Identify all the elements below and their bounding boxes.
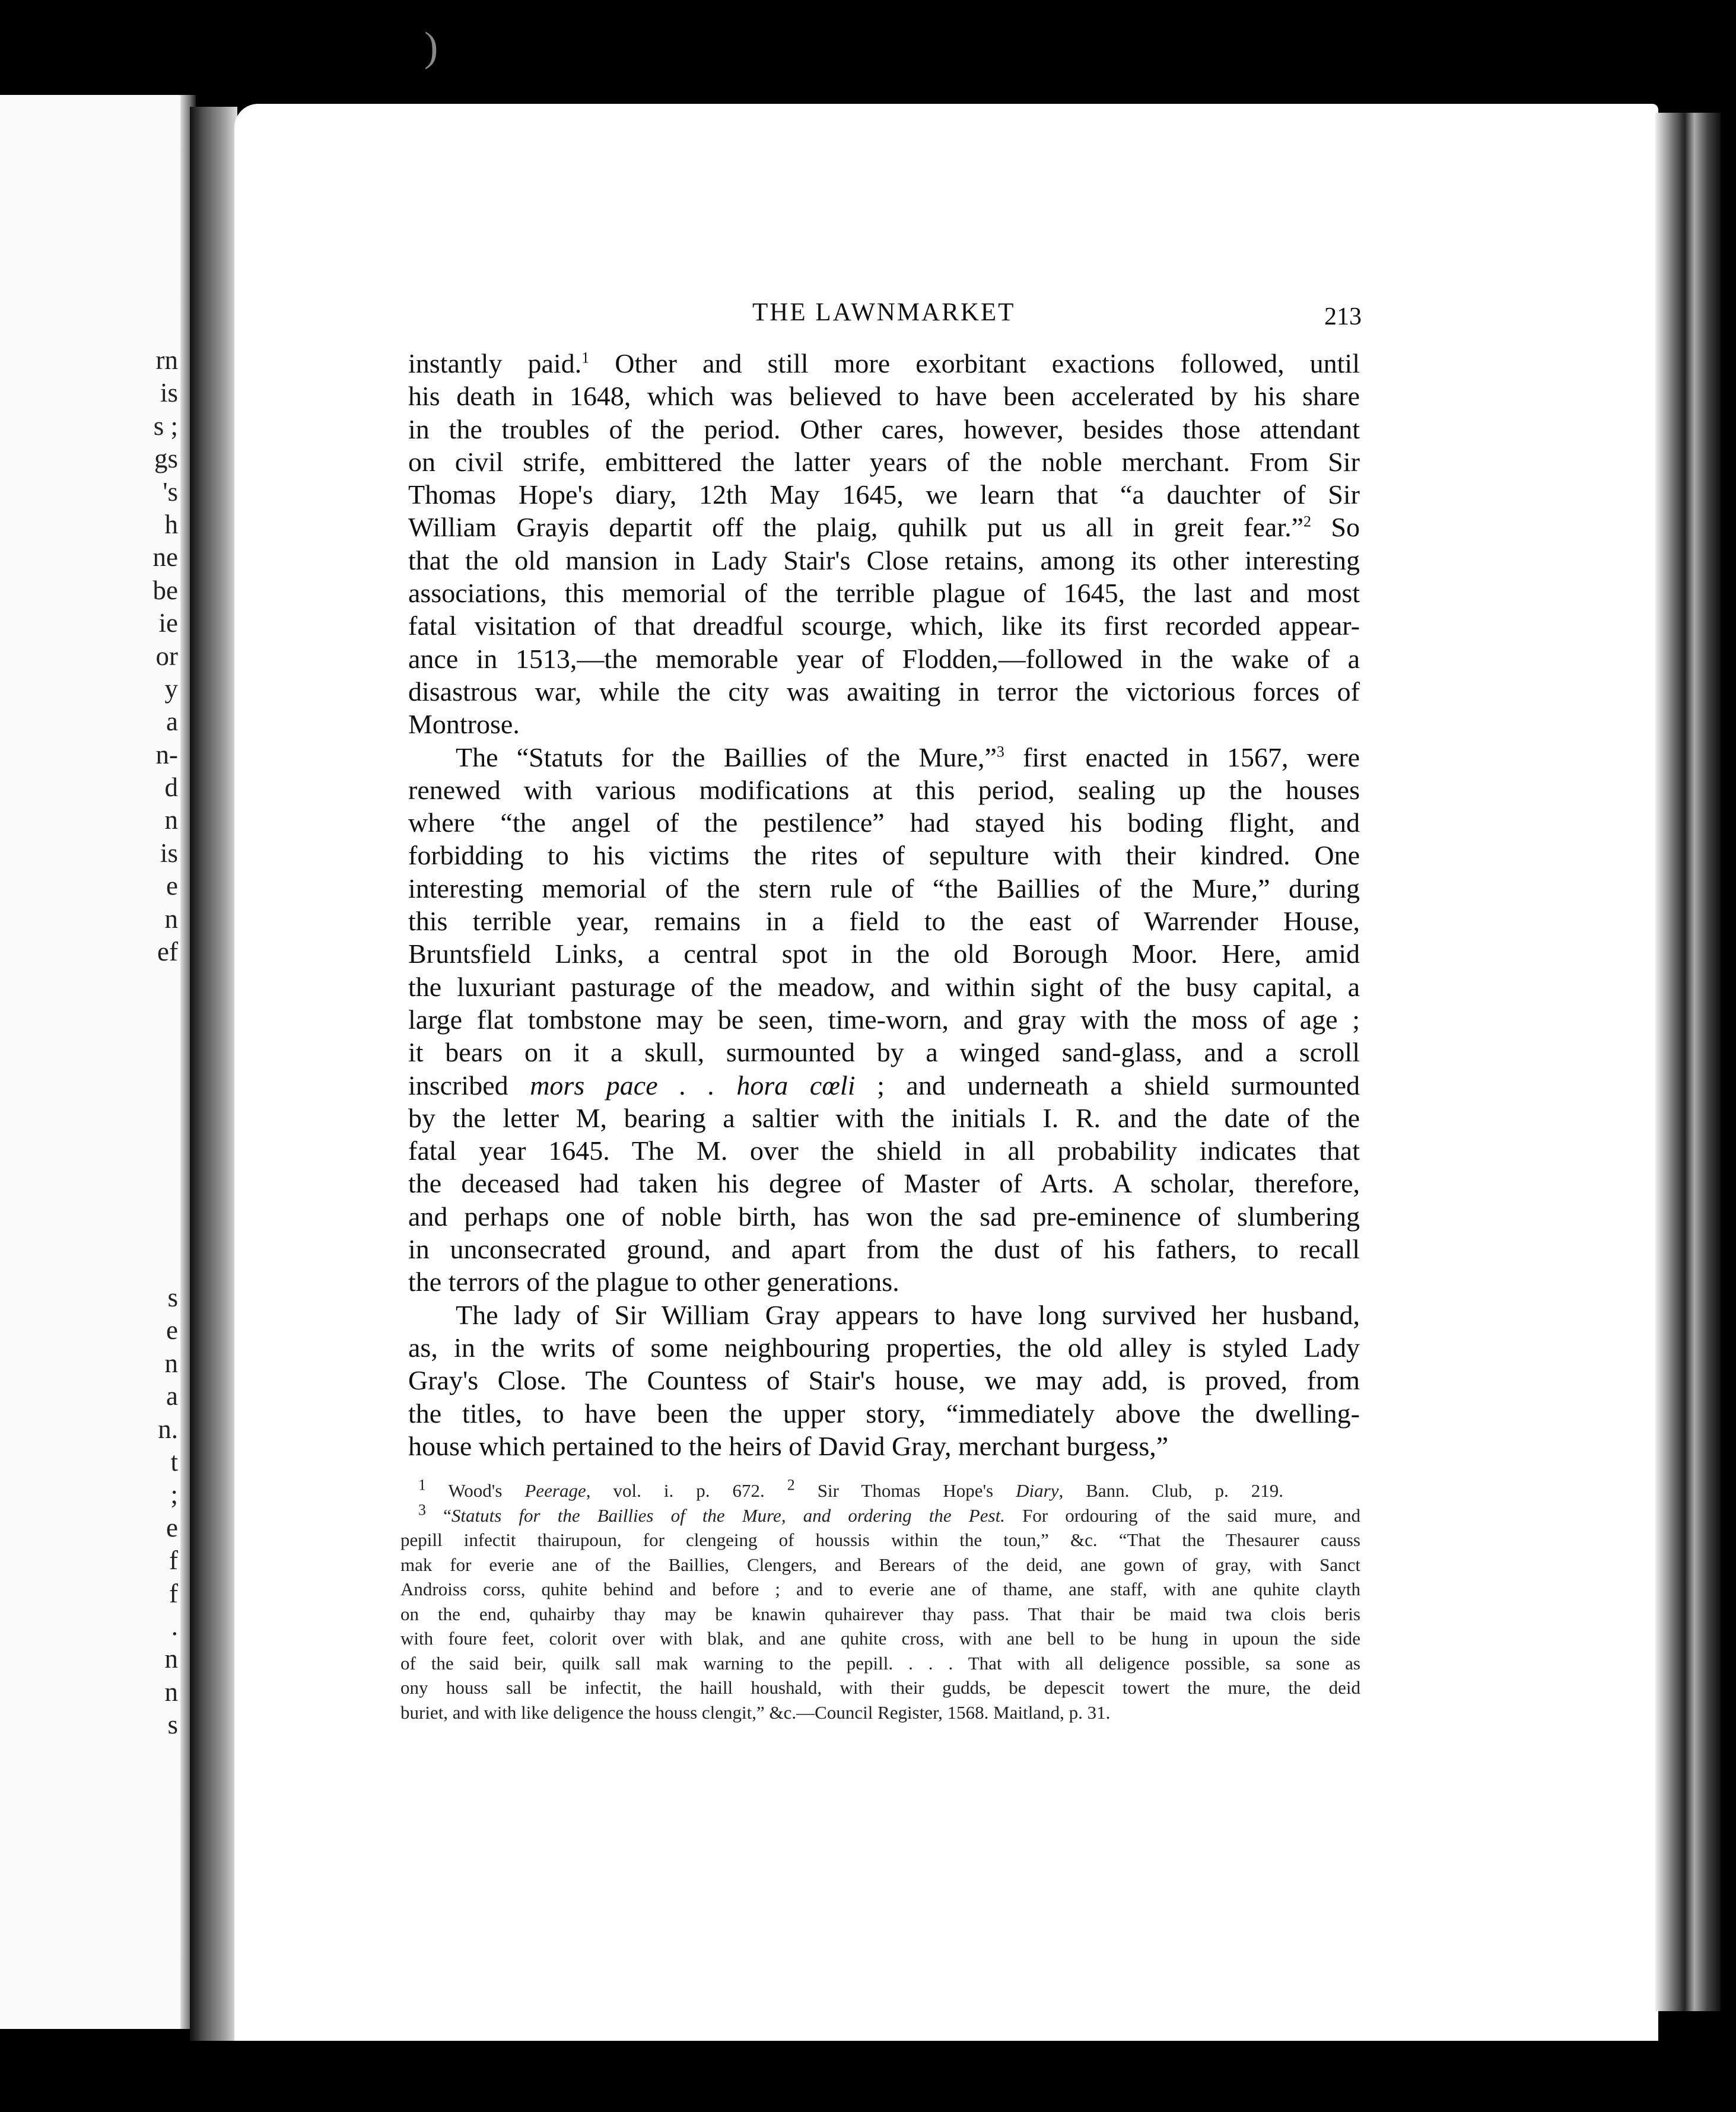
footnote-1: $^1$ Wood's Peerage, vol. i. p. 672. xyxy=(418,1476,765,1501)
body-text-segment: as, in the writs of some neighbouring properties, the old alley is styled Lady xyxy=(408,1332,1360,1363)
body-line xyxy=(408,413,1360,446)
footnote-ref: 2 xyxy=(1303,513,1312,531)
body-line xyxy=(408,1331,1360,1364)
body-line xyxy=(408,1364,1360,1397)
body-text-segment: Gray's Close. The Countess of Stair's house, we may add, is proved, from xyxy=(408,1365,1360,1396)
body-text-segment: where “the angel of the pestilence” had stayed his boding flight, and xyxy=(408,807,1360,838)
footnote-ref: 1 xyxy=(581,349,590,367)
left-page-fragment: y xyxy=(164,673,178,704)
body-text-segment: and perhaps one of noble birth, has won the sad pre-eminence of slumbering xyxy=(408,1201,1360,1232)
body-text-segment: it bears on it a skull, surmounted by a winged sand-glass, and a scroll xyxy=(408,1037,1360,1068)
left-page-fragment: is xyxy=(160,838,178,868)
body-text-segment: William Grayis departit off the plaig, quhilk put us all in greit fear.” xyxy=(408,512,1304,543)
left-page-fragment: s xyxy=(167,1710,178,1740)
footnote-3-line: of the said beir, quilk sall mak warning to the pepill. . . . That with all deligence possible, sa sone as xyxy=(400,1652,1360,1674)
left-page-fragment: s xyxy=(167,1283,178,1312)
left-page-fragment: e xyxy=(166,1512,178,1542)
left-page-fragment: . xyxy=(171,1611,178,1641)
left-page-fragment: n xyxy=(164,1348,178,1378)
body-text-segment: Bruntsfield Links, a central spot in the old Borough Moor. Here, amid xyxy=(408,939,1360,969)
body-text-segment: in unconsecrated ground, and apart from the dust of his fathers, to recall xyxy=(408,1234,1360,1265)
body-line xyxy=(408,1036,1360,1068)
body-text-segment: the deceased had taken his degree of Master of Arts. A scholar, therefore, xyxy=(408,1168,1360,1199)
body-text-segment: inscribed xyxy=(408,1070,530,1100)
footnote-3-line: buriet, and with like deligence the houss clengit,” &c.—Council Register, 1568. Maitland, p. 31. xyxy=(400,1701,1111,1723)
left-page-fragment: f xyxy=(169,1578,178,1608)
body-text-segment: Montrose. xyxy=(408,709,520,740)
body-line xyxy=(408,1397,1360,1430)
body-text-segment: ance in 1513,—the memorable year of Flodden,—followed in the wake of a xyxy=(408,643,1360,674)
body-text-segment: this terrible year, remains in a field to the east of Warrender House, xyxy=(408,906,1360,937)
body-line xyxy=(408,1200,1360,1233)
body-line xyxy=(408,478,1360,511)
body-text-segment: the titles, to have been the upper story, “immediately above the dwelling- xyxy=(408,1398,1360,1429)
body-text-segment: the luxuriant pasturage of the meadow, and within sight of the busy capital, a xyxy=(408,971,1360,1002)
body-line xyxy=(408,1265,1360,1298)
body-text-segment: forbidding to his victims the rites of sepulture with their kindred. One xyxy=(408,840,1360,871)
footnote-ref: 3 xyxy=(996,743,1004,761)
body-text-segment: Thomas Hope's diary, 12th May 1645, we learn that “a dauchter of Sir xyxy=(408,479,1360,510)
left-page-fragment: 's xyxy=(163,476,178,507)
body-line xyxy=(408,609,1360,642)
left-facing-page xyxy=(0,95,196,2029)
body-text-segment: the terrors of the plague to other generations. xyxy=(408,1267,899,1297)
left-page-fragment: f xyxy=(169,1545,178,1576)
footnotes xyxy=(400,1478,1360,1725)
body-line xyxy=(408,511,1360,543)
footnote-3-line: pepill infectit thairupoun, for clengeing of houssis within the toun,” &c. “That the Thesaurer causs xyxy=(400,1529,1360,1550)
left-page-fragment: n. xyxy=(158,1414,178,1444)
body-text-segment: on civil strife, embittered the latter years of the noble merchant. From Sir xyxy=(408,446,1360,477)
footnote-3-body xyxy=(400,1528,1360,1725)
body-line xyxy=(408,1003,1360,1036)
left-page-fragment: be xyxy=(152,575,178,605)
right-page-edge xyxy=(1655,113,1721,2011)
body-line xyxy=(408,741,1360,774)
page-number: 213 xyxy=(1324,303,1362,330)
body-text-segment: So xyxy=(1311,512,1360,543)
left-page-text-fragments-bottom xyxy=(107,1281,178,1741)
left-page-fragment: n- xyxy=(155,739,178,769)
book-spine-shadow xyxy=(190,107,237,2041)
left-page-fragment: n xyxy=(164,805,178,835)
left-page-text-fragments-top xyxy=(107,344,178,968)
body-text-segment: The lady of Sir William Gray appears to have long survived her husband, xyxy=(456,1299,1360,1330)
body-line xyxy=(408,806,1360,839)
body-line xyxy=(408,544,1360,577)
body-text-segment: fatal year 1645. The M. over the shield in all probability indicates that xyxy=(408,1135,1360,1166)
footnote-3-line: Androiss corss, quhite behind and before ; and to everie ane of thame, ane staff, with ane quhite clayth xyxy=(400,1579,1360,1599)
left-page-fragment: d xyxy=(164,772,178,803)
left-page-fragment: gs xyxy=(154,444,178,474)
body-text-segment: by the letter M, bearing a saltier with the initials I. R. and the date of the xyxy=(408,1102,1360,1133)
body-line xyxy=(408,839,1360,871)
body-line xyxy=(408,1102,1360,1134)
left-page-fragment: ie xyxy=(158,608,178,638)
body-line xyxy=(408,675,1360,708)
body-line xyxy=(408,872,1360,905)
body-text-segment: Other and still more exorbitant exactions followed, until xyxy=(589,348,1360,378)
body-line xyxy=(408,347,1360,380)
body-text-segment: instantly paid. xyxy=(408,348,582,378)
left-page-fragment: ; xyxy=(170,1480,178,1510)
left-page-fragment: n xyxy=(164,1644,178,1674)
body-text-segment: large flat tombstone may be seen, time-worn, and gray with the moss of age ; xyxy=(408,1004,1360,1035)
body-line xyxy=(408,380,1360,412)
footnote-3-line: ony houss sall be infectit, the haill houshald, with their gudds, be depescit towert the mure, the deid xyxy=(400,1677,1360,1698)
body-line xyxy=(408,971,1360,1003)
body-line xyxy=(408,937,1360,970)
body-line xyxy=(408,708,1360,740)
footnote-3-line: mak for everie ane of the Baillies, Clengers, and Berears of the deid, ane gown of gray, with Sanct xyxy=(400,1554,1360,1575)
footnote-3-line: on the end, quhairby thay may be knawin quhairever thay pass. That thair be maid twa clois beris xyxy=(400,1603,1360,1624)
body-text-segment: associations, this memorial of the terrible plague of 1645, the last and most xyxy=(408,578,1360,609)
body-text-segment: fatal visitation of that dreadful scourge, which, like its first recorded appear- xyxy=(408,610,1360,641)
body-text-segment: mors pace . . hora cœli xyxy=(530,1070,856,1100)
footnote-3-line: with foure feet, colorit over with blak, and ane quhite cross, with ane bell to be hung in upoun the side xyxy=(400,1628,1360,1649)
body-line xyxy=(408,577,1360,609)
body-line xyxy=(408,774,1360,806)
left-page-fragment: a xyxy=(166,1381,178,1411)
body-line xyxy=(408,1430,1360,1462)
left-page-fragment: ne xyxy=(152,542,178,572)
left-page-fragment: n xyxy=(164,904,178,934)
body-text-segment: house which pertained to the heirs of David Gray, merchant burgess,” xyxy=(408,1430,1169,1461)
body-line xyxy=(408,642,1360,675)
left-page-fragment: rn xyxy=(155,345,178,375)
body-text-segment: his death in 1648, which was believed to have been accelerated by his share xyxy=(408,381,1360,412)
scan-mark: ) xyxy=(424,24,438,70)
footnote-1-2-row xyxy=(400,1478,1360,1503)
left-page-fragment: ef xyxy=(157,937,178,967)
body-text-segment: ; and underneath a shield surmounted xyxy=(855,1070,1360,1100)
body-text-segment: renewed with various modifications at this period, sealing up the houses xyxy=(408,774,1360,805)
body-line xyxy=(408,1167,1360,1200)
body-text-segment: interesting memorial of the stern rule of “the Baillies of the Mure,” during xyxy=(408,873,1360,904)
body-text xyxy=(408,347,1360,1462)
body-line xyxy=(408,1299,1360,1331)
body-text-segment: disastrous war, while the city was awaiting in terror the victorious forces of xyxy=(408,676,1360,707)
body-text-segment: first enacted in 1567, were xyxy=(1004,742,1360,772)
body-line xyxy=(408,1233,1360,1265)
running-head: THE LAWNMARKET xyxy=(752,298,1016,326)
left-page-fragment: h xyxy=(164,509,178,539)
body-text-segment: that the old mansion in Lady Stair's Close retains, among its other interesting xyxy=(408,545,1360,575)
body-line xyxy=(408,1134,1360,1167)
body-line xyxy=(408,905,1360,937)
left-page-fragment: a xyxy=(166,707,178,737)
left-page-fragment: n xyxy=(164,1677,178,1707)
left-page-fragment: or xyxy=(155,641,178,671)
body-line xyxy=(408,446,1360,478)
body-text-segment: The “Statuts for the Baillies of the Mure,” xyxy=(456,742,997,772)
body-line xyxy=(408,1069,1360,1102)
left-page-fragment: t xyxy=(170,1446,178,1477)
left-page-fragment: is xyxy=(160,378,178,408)
body-text-segment: in the troubles of the period. Other cares, however, besides those attendant xyxy=(408,414,1360,444)
left-page-fragment: s ; xyxy=(153,411,178,441)
footnote-3-first-line: $^3$ “Statuts for the Baillies of the Mure, and ordering the Pest. For ordouring of the said mure, and xyxy=(418,1501,1360,1526)
left-page-fragment: e xyxy=(166,1315,178,1346)
left-page-fragment: e xyxy=(166,871,178,901)
footnote-2: $^2$ Sir Thomas Hope's Diary, Bann. Club, p. 219. xyxy=(787,1476,1283,1501)
